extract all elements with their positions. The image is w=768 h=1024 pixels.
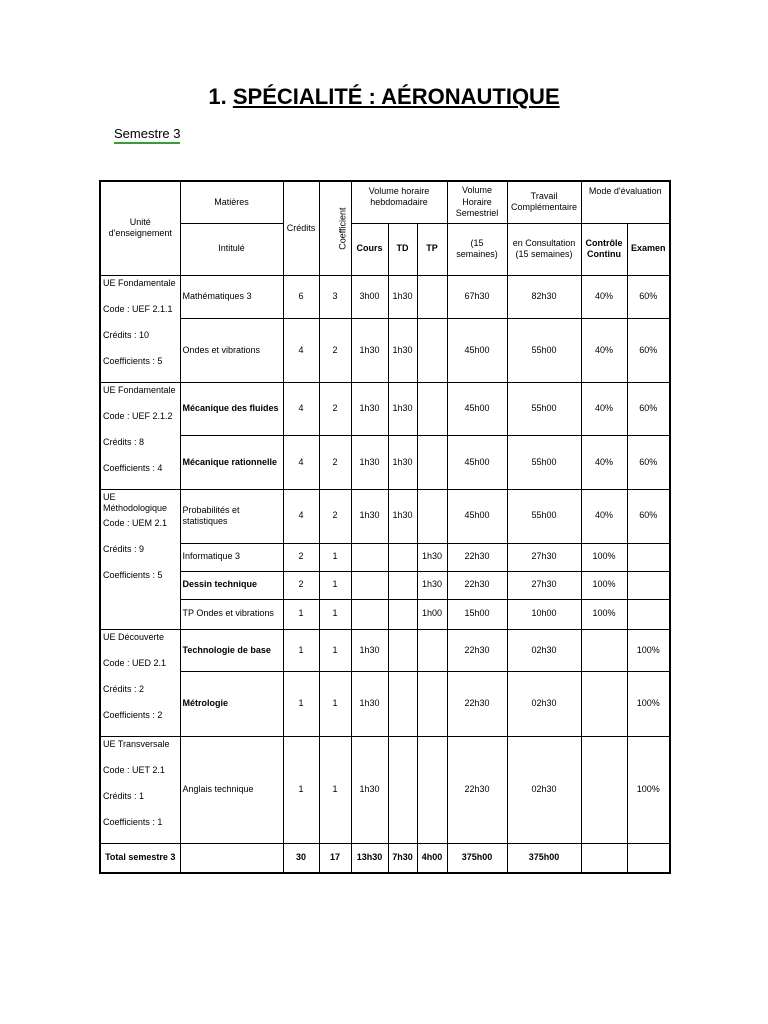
table-row <box>100 543 670 571</box>
cell-tp <box>417 382 447 436</box>
cell-vhs: 67h30 <box>447 275 507 319</box>
ue-cell <box>100 489 180 629</box>
table-row <box>100 319 670 382</box>
ue-line: Coefficients : 2 <box>103 709 163 720</box>
cell-vhs: 45h00 <box>447 319 507 382</box>
ue-cell <box>100 275 180 382</box>
table-row <box>100 629 670 672</box>
table-row <box>100 275 670 319</box>
total-row <box>100 843 670 873</box>
cell-cours <box>351 571 388 599</box>
cell-credits: 2 <box>283 543 319 571</box>
cell-td <box>388 736 417 843</box>
cell-tp <box>417 489 447 543</box>
cell-coef: 1 <box>319 543 351 571</box>
cell-cc: 40% <box>581 436 627 490</box>
cell-tc: 10h00 <box>507 599 581 629</box>
header-credits: Crédits <box>283 181 319 275</box>
cell-coef: 1 <box>319 629 351 672</box>
header-cours: Cours <box>351 223 388 275</box>
cell-exam: 60% <box>627 275 670 319</box>
cell-tp <box>417 672 447 736</box>
cell-cours: 1h30 <box>351 672 388 736</box>
header-row-1 <box>100 181 670 223</box>
cell-tp <box>417 319 447 382</box>
cell-cc <box>581 672 627 736</box>
cell-coef: 2 <box>319 319 351 382</box>
ue-cell <box>100 736 180 843</box>
page-title <box>0 84 768 110</box>
cell-tp <box>417 436 447 490</box>
cell-exam: 100% <box>627 629 670 672</box>
header-travail: Travail Complémentaire <box>507 181 581 223</box>
cell-vhs: 45h00 <box>447 489 507 543</box>
cell-cours <box>351 543 388 571</box>
header-examen: Examen <box>627 223 670 275</box>
cell-credits: 4 <box>283 489 319 543</box>
ue-line: Coefficients : 5 <box>103 355 163 366</box>
cell-exam <box>627 599 670 629</box>
header-td: TD <box>388 223 417 275</box>
cell-cc: 100% <box>581 571 627 599</box>
cell-tc: 27h30 <box>507 571 581 599</box>
table-row <box>100 489 670 543</box>
total-tc: 375h00 <box>507 843 581 873</box>
total-vhs: 375h00 <box>447 843 507 873</box>
cell-tp: 1h00 <box>417 599 447 629</box>
cell-td <box>388 672 417 736</box>
table-row <box>100 382 670 436</box>
cell-cc: 100% <box>581 599 627 629</box>
title-number: 1. <box>208 84 227 109</box>
cell-td <box>388 571 417 599</box>
ue-line: Coefficients : 4 <box>103 462 163 473</box>
ue-line: UE Méthodologique <box>103 491 168 514</box>
cell-cours: 1h30 <box>351 436 388 490</box>
ue-line: UE Fondamentale <box>103 384 176 395</box>
subject-name: TP Ondes et vibrations <box>180 599 283 629</box>
cell-coef: 1 <box>319 571 351 599</box>
total-credits: 30 <box>283 843 319 873</box>
cell-td <box>388 543 417 571</box>
header-matieres: Matières <box>180 181 283 223</box>
cell-credits: 1 <box>283 672 319 736</box>
cell-coef: 3 <box>319 275 351 319</box>
subject-name: Mécanique des fluides <box>180 382 283 436</box>
total-tp: 4h00 <box>417 843 447 873</box>
cell-vhs: 22h30 <box>447 543 507 571</box>
header-row-2 <box>100 223 670 275</box>
total-cours: 13h30 <box>351 843 388 873</box>
cell-td <box>388 599 417 629</box>
cell-vhs: 45h00 <box>447 382 507 436</box>
cell-credits: 2 <box>283 571 319 599</box>
table-row <box>100 571 670 599</box>
cell-td: 1h30 <box>388 275 417 319</box>
ue-line: Crédits : 9 <box>103 543 145 554</box>
cell-tc: 27h30 <box>507 543 581 571</box>
cell-tp <box>417 629 447 672</box>
ue-line: Coefficients : 5 <box>103 569 163 580</box>
subject-name: Informatique 3 <box>180 543 283 571</box>
subject-name: Métrologie <box>180 672 283 736</box>
cell-cours: 1h30 <box>351 382 388 436</box>
cell-exam <box>627 571 670 599</box>
cell-tp: 1h30 <box>417 543 447 571</box>
subject-name: Mécanique rationnelle <box>180 436 283 490</box>
ue-line: UE Transversale <box>103 738 170 749</box>
ue-cell <box>100 629 180 736</box>
cell-cc <box>581 736 627 843</box>
header-volume-hebdo: Volume horaire hebdomadaire <box>351 181 447 223</box>
total-label: Total semestre 3 <box>100 843 180 873</box>
ue-line: Code : UED 2.1 <box>103 657 167 668</box>
cell-credits: 4 <box>283 319 319 382</box>
ue-cell <box>100 382 180 489</box>
ue-line: Crédits : 8 <box>103 436 145 447</box>
total-coef: 17 <box>319 843 351 873</box>
cell-tc: 02h30 <box>507 629 581 672</box>
subject-name: Ondes et vibrations <box>180 319 283 382</box>
cell-cc: 40% <box>581 382 627 436</box>
cell-cc: 40% <box>581 319 627 382</box>
ue-line: UE Fondamentale <box>103 277 176 288</box>
cell-cc: 40% <box>581 489 627 543</box>
ue-line: UE Découverte <box>103 631 165 642</box>
cell-tc: 02h30 <box>507 736 581 843</box>
cell-vhs: 15h00 <box>447 599 507 629</box>
cell-coef: 2 <box>319 436 351 490</box>
cell-tc: 55h00 <box>507 319 581 382</box>
header-consultation: en Consultation (15 semaines) <box>507 223 581 275</box>
cell-credits: 1 <box>283 736 319 843</box>
header-volume-semestriel: Volume Horaire Semestriel <box>447 181 507 223</box>
cell-td <box>388 629 417 672</box>
cell-cours: 1h30 <box>351 489 388 543</box>
cell-cours: 1h30 <box>351 319 388 382</box>
title-text: SPÉCIALITÉ : AÉRONAUTIQUE <box>232 84 560 109</box>
curriculum-table <box>99 180 671 874</box>
cell-exam: 100% <box>627 736 670 843</box>
cell-credits: 4 <box>283 436 319 490</box>
subject-name: Anglais technique <box>180 736 283 843</box>
table-row <box>100 672 670 736</box>
cell-tp <box>417 736 447 843</box>
cell-vhs: 22h30 <box>447 736 507 843</box>
ue-line: Crédits : 2 <box>103 683 145 694</box>
cell-tp: 1h30 <box>417 571 447 599</box>
table-row <box>100 599 670 629</box>
subject-name: Probabilités et statistiques <box>180 489 283 543</box>
cell-tc: 55h00 <box>507 436 581 490</box>
cell-td: 1h30 <box>388 319 417 382</box>
cell-tp <box>417 275 447 319</box>
cell-coef: 1 <box>319 599 351 629</box>
subject-name: Technologie de base <box>180 629 283 672</box>
header-coefficient <box>319 181 351 275</box>
cell-cc: 40% <box>581 275 627 319</box>
cell-credits: 1 <box>283 599 319 629</box>
table-row <box>100 436 670 490</box>
table-row <box>100 736 670 843</box>
ue-line: Code : UEF 2.1.1 <box>103 303 173 314</box>
cell-coef: 2 <box>319 382 351 436</box>
subject-name: Dessin technique <box>180 571 283 599</box>
cell-tc: 55h00 <box>507 489 581 543</box>
ue-line: Crédits : 1 <box>103 790 145 801</box>
header-mode-eval: Mode d'évaluation <box>581 181 670 223</box>
cell-vhs: 22h30 <box>447 672 507 736</box>
header-controle: Contrôle Continu <box>581 223 627 275</box>
cell-tc: 82h30 <box>507 275 581 319</box>
semester-heading: Semestre 3 <box>114 126 180 144</box>
cell-td: 1h30 <box>388 436 417 490</box>
total-cc <box>581 843 627 873</box>
ue-line: Coefficients : 1 <box>103 816 163 827</box>
header-semaines: (15 semaines) <box>447 223 507 275</box>
cell-exam <box>627 543 670 571</box>
cell-tc: 02h30 <box>507 672 581 736</box>
cell-credits: 1 <box>283 629 319 672</box>
cell-coef: 1 <box>319 672 351 736</box>
cell-coef: 2 <box>319 489 351 543</box>
ue-line: Crédits : 10 <box>103 329 150 340</box>
ue-line: Code : UEM 2.1 <box>103 517 168 528</box>
cell-exam: 60% <box>627 489 670 543</box>
cell-vhs: 22h30 <box>447 629 507 672</box>
total-intitule <box>180 843 283 873</box>
cell-exam: 60% <box>627 436 670 490</box>
header-intitule: Intitulé <box>180 223 283 275</box>
cell-cours: 1h30 <box>351 629 388 672</box>
header-coefficient-text: Coefficient <box>337 207 348 250</box>
cell-cours: 3h00 <box>351 275 388 319</box>
cell-exam: 60% <box>627 382 670 436</box>
subject-name: Mathématiques 3 <box>180 275 283 319</box>
cell-credits: 4 <box>283 382 319 436</box>
cell-cours <box>351 599 388 629</box>
cell-cours: 1h30 <box>351 736 388 843</box>
total-td: 7h30 <box>388 843 417 873</box>
cell-vhs: 45h00 <box>447 436 507 490</box>
cell-cc: 100% <box>581 543 627 571</box>
cell-tc: 55h00 <box>507 382 581 436</box>
ue-line: Code : UEF 2.1.2 <box>103 410 173 421</box>
cell-td: 1h30 <box>388 489 417 543</box>
cell-credits: 6 <box>283 275 319 319</box>
header-tp: TP <box>417 223 447 275</box>
cell-coef: 1 <box>319 736 351 843</box>
header-ue: Unité d'enseignement <box>100 181 180 275</box>
cell-exam: 60% <box>627 319 670 382</box>
cell-exam: 100% <box>627 672 670 736</box>
total-exam <box>627 843 670 873</box>
ue-line: Code : UET 2.1 <box>103 764 165 775</box>
cell-cc <box>581 629 627 672</box>
cell-vhs: 22h30 <box>447 571 507 599</box>
cell-td: 1h30 <box>388 382 417 436</box>
